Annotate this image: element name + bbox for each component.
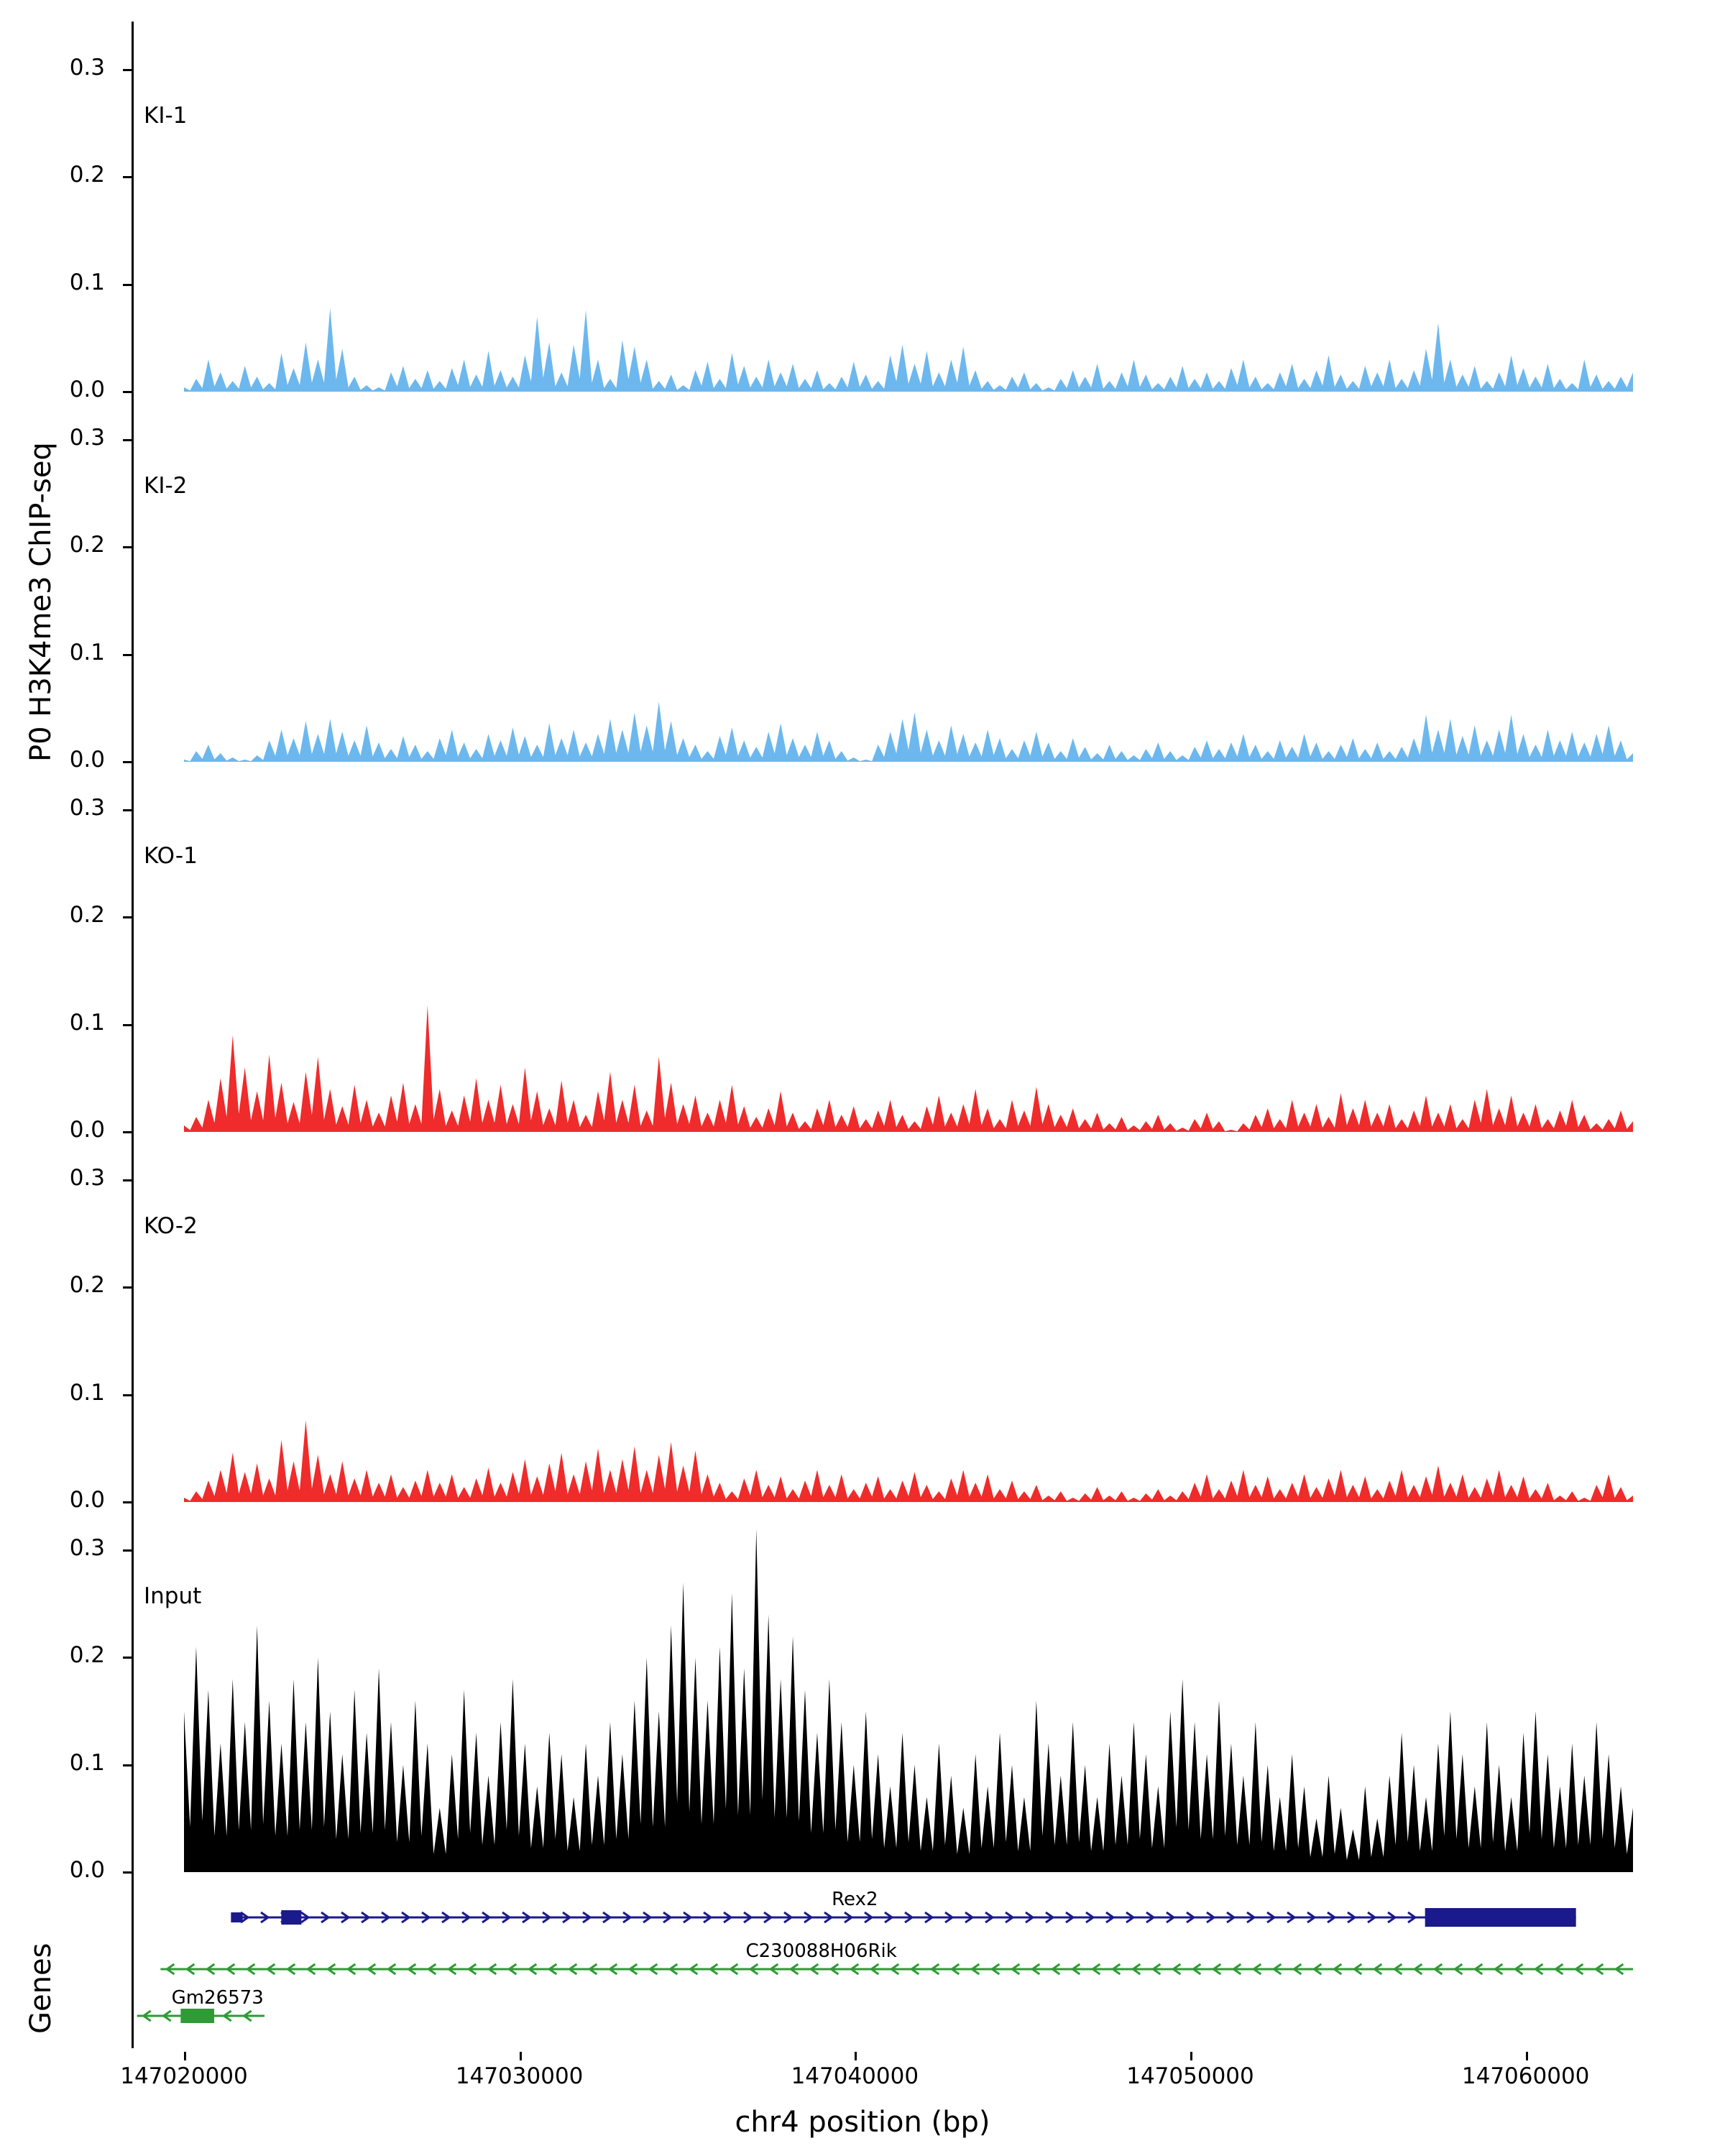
x-tick [184, 2052, 186, 2060]
y-tick-label: 0.0 [69, 377, 105, 402]
gene-annotation-panel [134, 1854, 1686, 2048]
signal-area-ko-1 [134, 762, 1672, 1133]
signal-area-input [134, 1502, 1672, 1874]
signal-area-ko-2 [134, 1132, 1672, 1503]
track-ko-1 [0, 762, 1725, 1143]
track-ki-1 [0, 22, 1725, 402]
signal-area-ki-1 [134, 22, 1672, 393]
x-tick [855, 2052, 857, 2060]
gene-label: Gm26573 [171, 1987, 264, 2009]
y-tick [123, 69, 132, 71]
y-tick-label: 0.0 [69, 1487, 105, 1513]
y-tick [123, 1549, 132, 1552]
x-tick-label: 147040000 [791, 2063, 919, 2089]
y-tick [123, 809, 132, 811]
gene-label: C230088H06Rik [745, 1940, 897, 1962]
y-tick [123, 1024, 132, 1026]
y-tick [123, 546, 132, 548]
y-tick-label: 0.0 [69, 1117, 105, 1143]
x-tick [1526, 2052, 1528, 2060]
genes-axis-spine [132, 1854, 134, 2048]
y-tick [123, 439, 132, 441]
y-tick [123, 916, 132, 918]
track-label: KI-1 [144, 103, 188, 129]
y-tick [123, 284, 132, 286]
x-tick-label: 147030000 [455, 2063, 584, 2089]
track-label: KI-2 [144, 473, 188, 499]
y-tick-label: 0.2 [69, 1272, 105, 1299]
track-input [0, 1502, 1725, 1883]
y-tick-label: 0.2 [69, 1642, 105, 1669]
y-tick [123, 1179, 132, 1181]
y-tick [123, 654, 132, 656]
signal-area-ki-2 [134, 392, 1672, 763]
track-label: KO-2 [144, 1213, 198, 1240]
x-tick-label: 147050000 [1126, 2063, 1254, 2089]
y-tick [123, 176, 132, 178]
track-label: KO-1 [144, 843, 198, 870]
genes-axis-label: Genes [24, 1943, 58, 2034]
y-tick-label: 0.0 [69, 747, 105, 773]
y-tick-label: 0.1 [69, 1749, 105, 1776]
y-tick-label: 0.3 [69, 795, 105, 821]
x-tick-label: 147060000 [1461, 2063, 1590, 2089]
track-ki-2 [0, 392, 1725, 773]
y-tick-label: 0.3 [69, 425, 105, 451]
x-tick [520, 2052, 522, 2060]
y-tick-label: 0.1 [69, 269, 105, 295]
y-tick-label: 0.3 [69, 55, 105, 81]
y-tick-label: 0.1 [69, 1379, 105, 1406]
track-label: Input [144, 1583, 202, 1610]
y-tick [123, 1394, 132, 1396]
y-tick [123, 1657, 132, 1659]
x-tick [1190, 2052, 1192, 2060]
gene-label: Rex2 [832, 1889, 878, 1910]
y-tick-label: 0.2 [69, 532, 105, 558]
y-tick [123, 1764, 132, 1766]
y-tick-label: 0.3 [69, 1165, 105, 1192]
y-tick-label: 0.2 [69, 162, 105, 188]
track-ko-2 [0, 1132, 1725, 1513]
y-tick-label: 0.0 [69, 1857, 105, 1883]
y-tick-label: 0.3 [69, 1535, 105, 1562]
y-tick-label: 0.1 [69, 1009, 105, 1036]
y-tick-label: 0.2 [69, 902, 105, 929]
y-tick [123, 1871, 132, 1874]
y-axis-label: P0 H3K4me3 ChIP-seq [24, 442, 58, 762]
y-tick [123, 1286, 132, 1289]
x-tick-label: 147020000 [120, 2063, 248, 2089]
y-tick-label: 0.1 [69, 639, 105, 665]
x-axis-label: chr4 position (bp) [735, 2106, 990, 2139]
